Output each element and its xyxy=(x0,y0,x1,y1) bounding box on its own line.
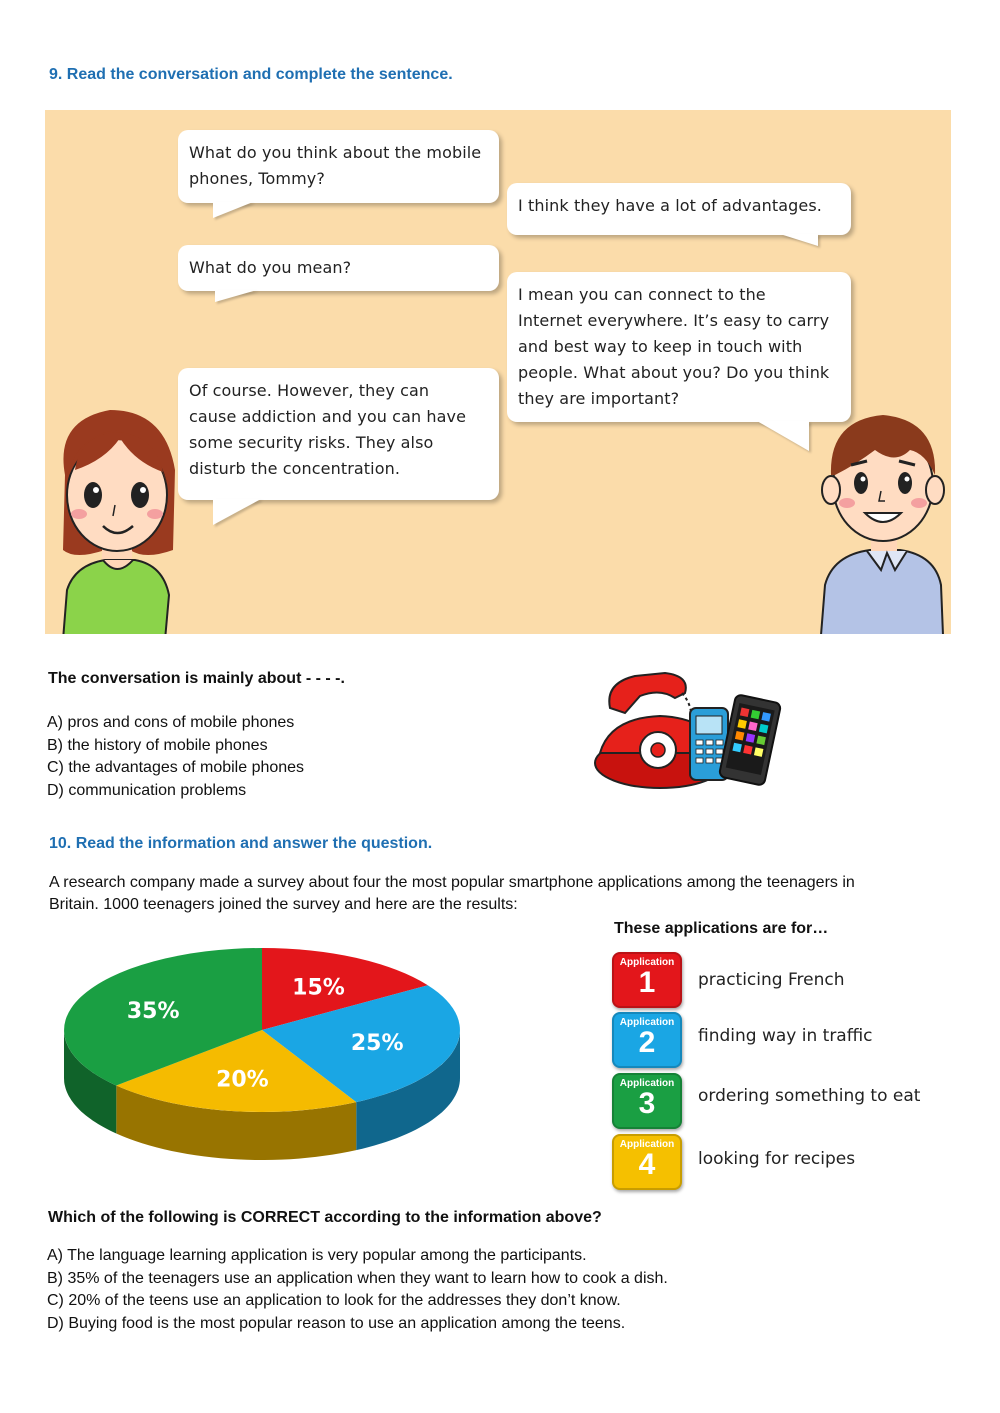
bubble-4-line-2: Internet everywhere. It’s easy to carry xyxy=(518,311,830,330)
option-10-d[interactable]: D) Buying food is the most popular reason to use an application among the teens. xyxy=(47,1314,626,1332)
app-4-badge xyxy=(612,1134,682,1190)
option-10-a[interactable]: A) The language learning application is very popular among the participants. xyxy=(47,1247,587,1264)
bubble-4-tail xyxy=(757,421,809,451)
bubble-4-line-1: I mean you can connect to the xyxy=(518,285,766,304)
option-9-b[interactable]: B) the history of mobile phones xyxy=(47,736,268,754)
conversation-scene xyxy=(45,110,951,634)
question-10: Which of the following is CORRECT according to the information above? xyxy=(48,1209,602,1226)
speech-bubble-3 xyxy=(178,245,499,291)
pie-label-4: 35% xyxy=(126,999,180,1025)
app-3-badge-number: 3 xyxy=(638,1087,656,1120)
option-9-a[interactable]: A) pros and cons of mobile phones xyxy=(47,714,295,731)
bubble-4-line-5: they are important? xyxy=(518,389,680,408)
app-1-badge-label: Application xyxy=(619,957,675,968)
bubble-5-tail xyxy=(213,499,261,525)
bubble-1-line-2: phones, Tommy? xyxy=(189,169,325,188)
app-1-badge-number: 1 xyxy=(638,966,656,999)
pie-label-3: 20% xyxy=(216,1067,269,1093)
speech-bubble-1 xyxy=(178,130,499,203)
app-3-purpose: ordering something to eat xyxy=(698,1086,921,1106)
bubble-2-tail xyxy=(780,234,818,246)
app-4-badge-number: 4 xyxy=(638,1148,656,1181)
intro-line-2: Britain. 1000 teenagers joined the survey and here are the results: xyxy=(49,896,518,913)
app-4-purpose: looking for recipes xyxy=(698,1149,856,1169)
bubble-4-line-3: and best way to keep in touch with xyxy=(518,337,803,356)
speech-bubble-2 xyxy=(507,183,851,235)
option-10-c[interactable]: C) 20% of the teens use an application to look for the addresses they don’t know. xyxy=(47,1292,621,1309)
option-10-b[interactable]: B) 35% of the teenagers use an application when they want to learn how to cook a dish. xyxy=(47,1269,668,1287)
app-2-badge xyxy=(612,1012,682,1068)
option-9-c[interactable]: C) the advantages of mobile phones xyxy=(47,759,305,776)
bubble-4-line-4: people. What about you? Do you think xyxy=(518,363,830,382)
bubble-5-line-1: Of course. However, they can xyxy=(189,381,430,400)
legend-title: These applications are for… xyxy=(614,920,829,937)
speech-bubble-4 xyxy=(507,272,851,422)
intro-line-1: A research company made a survey about four the most popular smartphone applications among the teenagers in xyxy=(49,874,855,891)
bubble-2-line-1: I think they have a lot of advantages. xyxy=(518,196,822,215)
bubble-3-line-1: What do you mean? xyxy=(189,258,352,277)
boy-illustration xyxy=(815,395,951,634)
phones-illustration xyxy=(590,668,785,793)
question-10-options xyxy=(47,1245,668,1335)
section-9-heading: 9. Read the conversation and complete the sentence. xyxy=(49,66,453,83)
bubble-1-line-1: What do you think about the mobile xyxy=(189,143,482,162)
bubble-5-line-2: cause addiction and you can have xyxy=(189,407,467,426)
bubble-5-line-4: disturb the concentration. xyxy=(189,459,401,478)
bubble-3-tail xyxy=(215,290,257,302)
question-9: The conversation is mainly about - - - -. xyxy=(48,670,345,687)
speech-bubble-5 xyxy=(178,368,499,500)
section-10-intro xyxy=(49,872,855,916)
girl-illustration xyxy=(45,400,195,634)
app-1-badge xyxy=(612,952,682,1008)
bubble-1-tail xyxy=(213,202,253,218)
question-9-options xyxy=(47,712,304,802)
app-3-badge-label: Application xyxy=(619,1078,675,1089)
app-2-badge-label: Application xyxy=(619,1017,675,1028)
pie-label-2: 25% xyxy=(350,1031,404,1057)
app-1-purpose: practicing French xyxy=(698,970,845,990)
app-3-badge xyxy=(612,1073,682,1129)
app-2-purpose: finding way in traffic xyxy=(698,1026,873,1046)
app-4-badge-label: Application xyxy=(619,1139,675,1150)
pie-chart xyxy=(55,940,475,1170)
app-2-badge-number: 2 xyxy=(638,1026,656,1059)
option-9-d[interactable]: D) communication problems xyxy=(47,781,247,799)
section-10-heading: 10. Read the information and answer the question. xyxy=(49,835,433,852)
bubble-5-line-3: some security risks. They also xyxy=(189,433,434,452)
pie-label-1: 15% xyxy=(292,975,345,1001)
